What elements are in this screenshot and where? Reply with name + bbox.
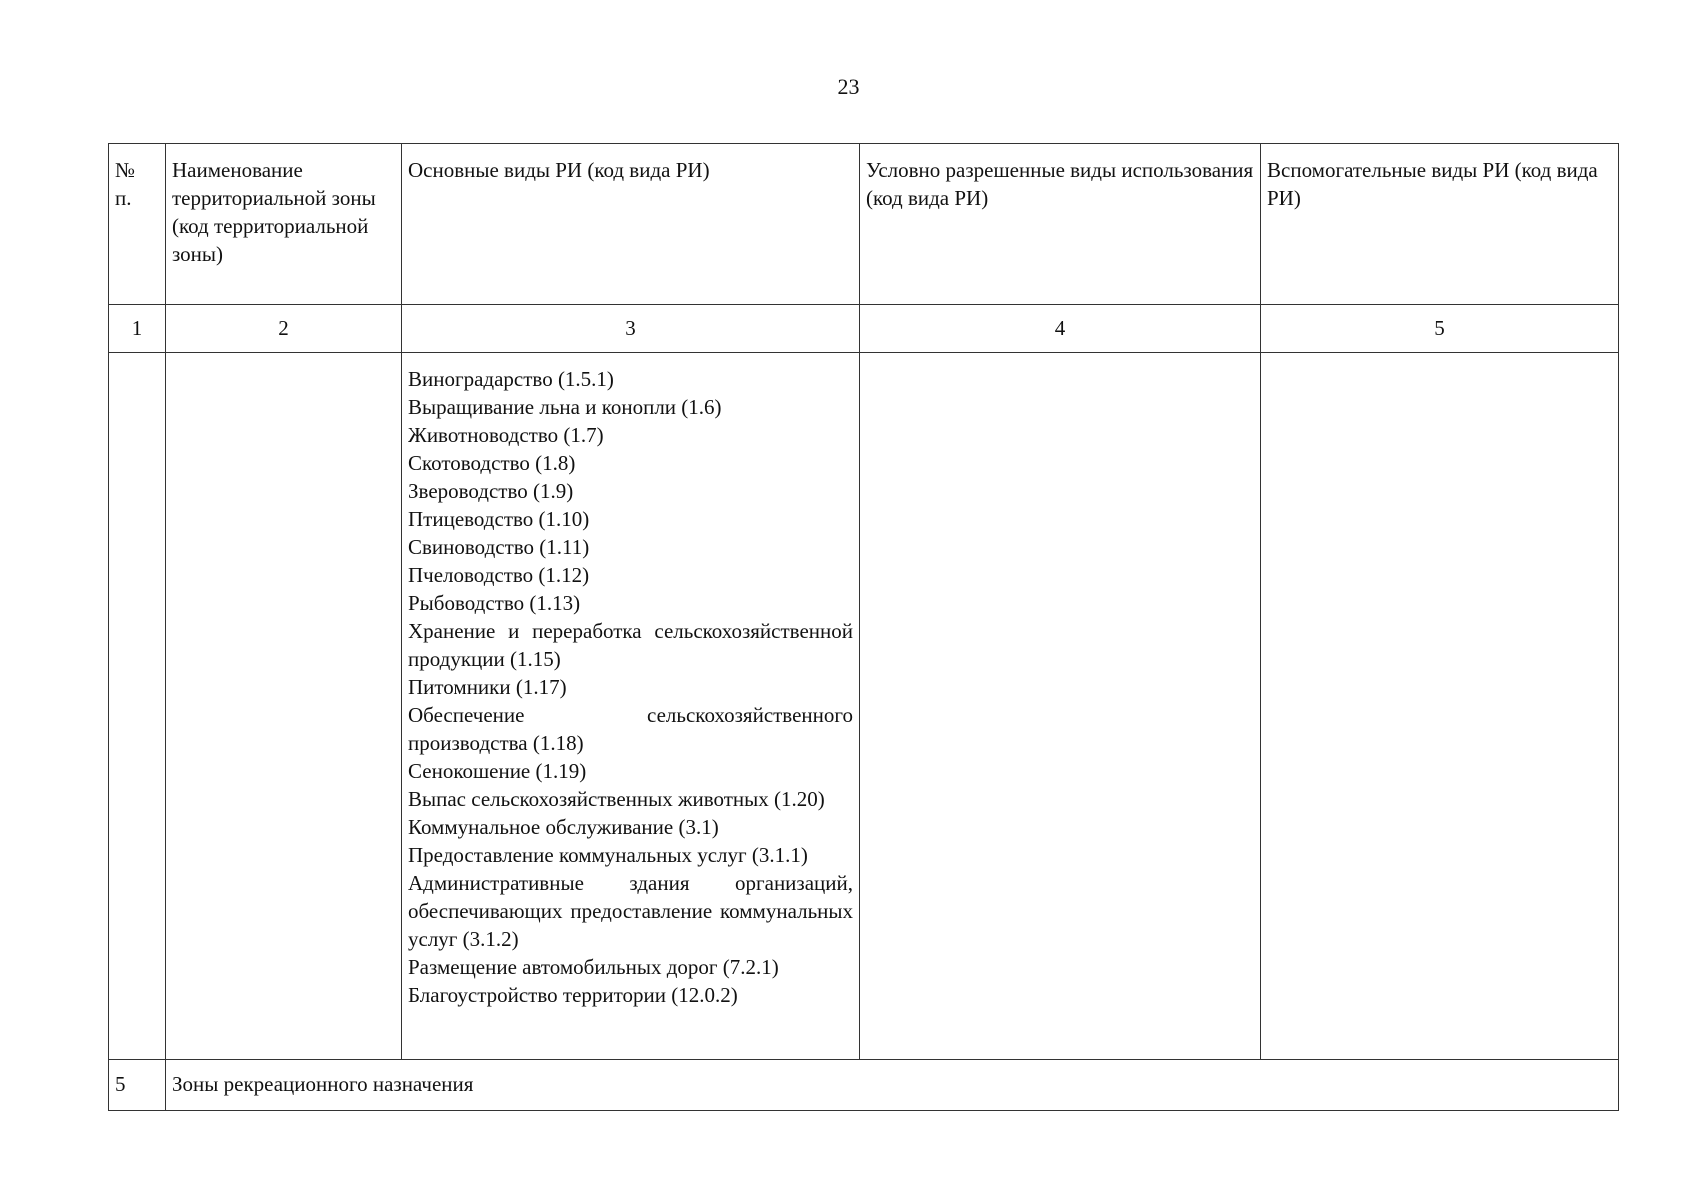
column-number: 5 [1261, 305, 1619, 353]
header-main-uses: Основные виды РИ (код вида РИ) [402, 144, 860, 305]
column-number-row [109, 305, 1619, 353]
zones-table [108, 143, 1619, 1111]
list-item: Животноводство (1.7) [408, 423, 604, 447]
list-item: Предоставление коммунальных услуг (3.1.1) [408, 843, 808, 867]
list-item: Звероводство (1.9) [408, 479, 574, 503]
list-item: Пчеловодство (1.12) [408, 563, 590, 587]
table-row [109, 353, 1619, 1060]
zone-name-cell [166, 353, 402, 1060]
page-number: 23 [837, 74, 860, 99]
list-item: Благоустройство территории (12.0.2) [408, 983, 738, 1007]
main-uses-cell [402, 353, 860, 1060]
list-item: Выпас сельскохозяйственных животных (1.20) [408, 787, 825, 811]
zone-group-title: Зоны рекреационного назначения [166, 1060, 1619, 1111]
column-number: 3 [402, 305, 860, 353]
list-item: Питомники (1.17) [408, 675, 567, 699]
column-number: 2 [166, 305, 402, 353]
column-number: 1 [109, 305, 166, 353]
header-auxiliary-uses: Вспомогательные виды РИ (код вида РИ) [1261, 144, 1619, 305]
list-item: Административные здания организаций, обеспечивающих предоставление коммунальных услуг (3.1.2) [408, 871, 853, 951]
header-conditional-uses: Условно разрешенные виды использования (код вида РИ) [860, 144, 1261, 305]
list-item: Обеспечение сельскохозяйственного производства (1.18) [408, 703, 853, 755]
table-header-row [109, 144, 1619, 305]
header-number: № п. [109, 144, 166, 305]
list-item: Хранение и переработка сельскохозяйственной продукции (1.15) [408, 619, 853, 671]
list-item: Размещение автомобильных дорог (7.2.1) [408, 955, 779, 979]
header-zone-name: Наименование территориальной зоны (код территориальной зоны) [166, 144, 402, 305]
list-item: Рыбоводство (1.13) [408, 591, 581, 615]
list-item: Виноградарство (1.5.1) [408, 367, 614, 391]
list-item: Коммунальное обслуживание (3.1) [408, 815, 719, 839]
column-number: 4 [860, 305, 1261, 353]
row-number-cell [109, 353, 166, 1060]
list-item: Птицеводство (1.10) [408, 507, 590, 531]
row-number-cell: 5 [109, 1060, 166, 1111]
main-uses-list [408, 365, 853, 1009]
conditional-uses-cell [860, 353, 1261, 1060]
list-item: Выращивание льна и конопли (1.6) [408, 395, 722, 419]
list-item: Сенокошение (1.19) [408, 759, 587, 783]
auxiliary-uses-cell [1261, 353, 1619, 1060]
list-item: Скотоводство (1.8) [408, 451, 576, 475]
table-row [109, 1060, 1619, 1111]
list-item: Свиноводство (1.11) [408, 535, 590, 559]
